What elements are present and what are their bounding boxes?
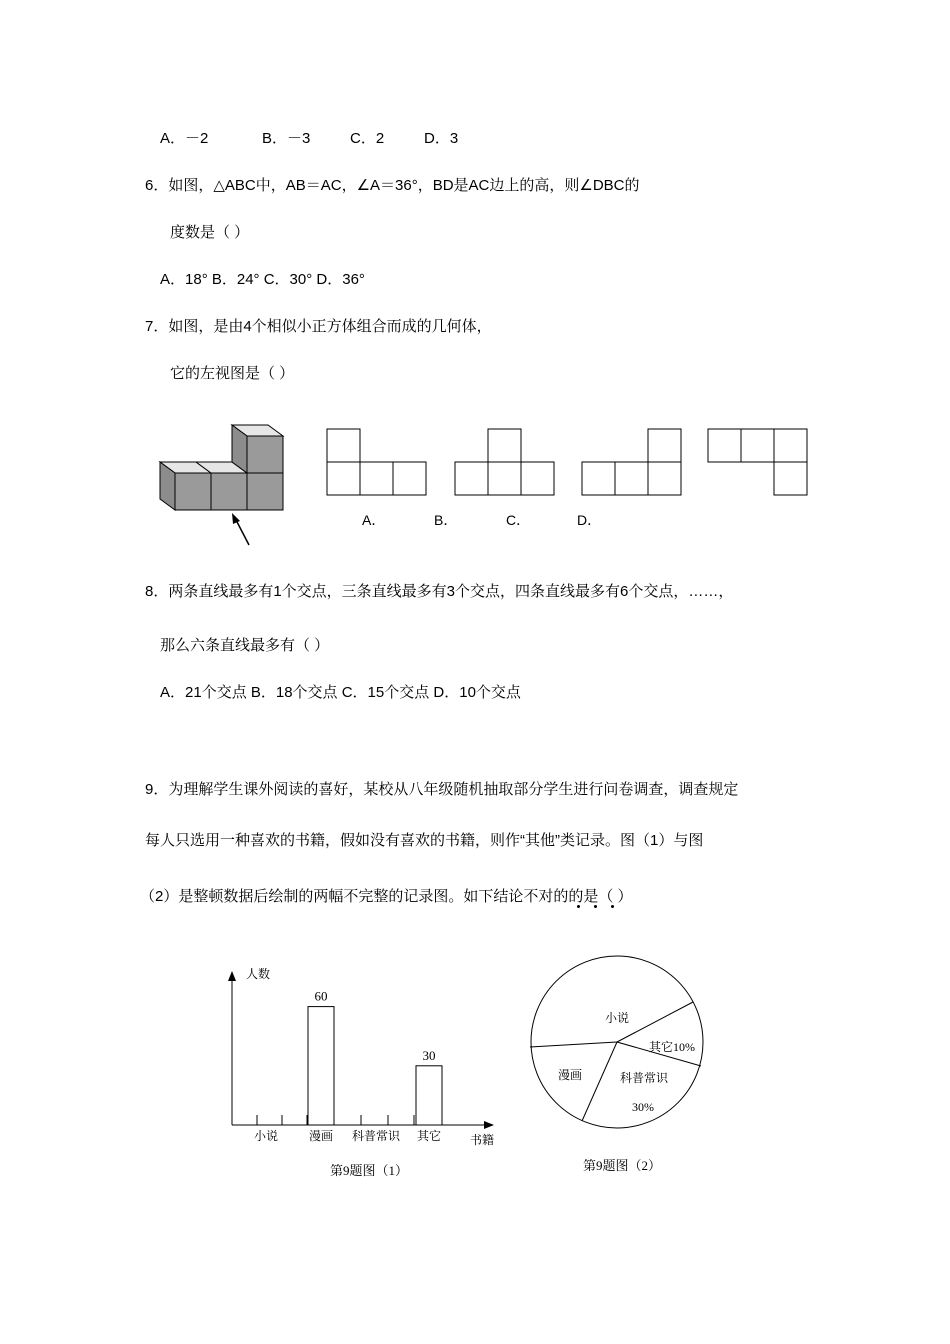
emphasis-dot [611, 905, 614, 908]
q7-solid-figure [160, 425, 283, 510]
bar-value-label: 30 [422, 1047, 436, 1063]
x-tick-label: 漫画 [308, 1129, 334, 1143]
bar-chart-caption: 第9题图（1） [330, 1163, 409, 1178]
x-tick-label: 其它 [416, 1129, 442, 1143]
q7-option-b-figure [455, 429, 554, 495]
q5-option-b: B．－3 [262, 130, 311, 147]
q7-label-c: C． [506, 512, 531, 528]
x-tick-label: 科普常识 [351, 1129, 401, 1143]
q8-options: A．21个交点 B．18个交点 C．15个交点 D．10个交点 [160, 684, 521, 701]
q7-label-b: B． [434, 512, 458, 528]
q7-option-c-figure [582, 429, 681, 495]
q6-options: A．18° B．24° C．30° D．36° [160, 271, 365, 288]
pie-label-kepu: 科普常识 [620, 1071, 669, 1085]
q9-stem-cont2: （2）是整顿数据后绘制的两幅不完整的记录图。如下结论不对的的是（ ） [140, 888, 633, 905]
y-axis-arrow [228, 971, 236, 981]
bar-value-label: 60 [314, 988, 328, 1004]
q6-stem: 6．如图，△ABC中，AB＝AC，∠A＝36°，BD是AC边上的高，则∠DBC的 [145, 177, 640, 194]
bar-1 [308, 1007, 334, 1125]
pie-label-manhua: 漫画 [558, 1068, 583, 1082]
q5-option-d: D．3 [424, 130, 459, 147]
q7-figures [0, 415, 950, 575]
bar-chart [220, 965, 520, 1165]
emphasis-dot [594, 905, 597, 908]
q7-stem-cont: 它的左视图是（ ） [170, 365, 295, 382]
q7-label-a: A． [362, 512, 386, 528]
pie-label-qita [649, 1039, 695, 1054]
q8-stem-cont: 那么六条直线最多有（ ） [160, 637, 330, 654]
pie-label-xiaoshuo: 小说 [605, 1011, 630, 1025]
pie-chart-caption: 第9题图（2） [583, 1158, 662, 1173]
pie-label-kepu-percent: 30% [632, 1100, 654, 1114]
y-axis-label: 人数 [246, 967, 271, 981]
pie-divider [582, 1042, 617, 1121]
q7-view-arrow [232, 513, 249, 545]
q7-option-d-figure [708, 429, 807, 495]
q8-stem: 8．两条直线最多有1个交点，三条直线最多有3个交点，四条直线最多有6个交点，……， [145, 583, 734, 600]
q7-option-a-figure [327, 429, 426, 495]
q6-stem-cont: 度数是（ ） [170, 224, 250, 241]
q5-option-c: C．2 [350, 130, 385, 147]
pie-label-qita-percent: 10% [673, 1040, 696, 1054]
pie-label-qita-name: 其它 [649, 1040, 674, 1054]
pie-chart [525, 950, 725, 1150]
pie-divider [530, 1042, 617, 1047]
bar-3 [416, 1066, 442, 1125]
x-axis-arrow [484, 1121, 494, 1129]
q7-label-d: D． [577, 512, 602, 528]
q7-stem: 7．如图，是由4个相似小正方体组合而成的几何体， [145, 318, 492, 335]
emphasis-dot [577, 905, 580, 908]
x-axis-label: 书籍 [470, 1133, 495, 1147]
q9-stem: 9．为理解学生课外阅读的喜好，某校从八年级随机抽取部分学生进行问卷调查，调查规定 [145, 781, 739, 798]
x-tick-label: 小说 [253, 1129, 279, 1143]
q9-stem-cont: 每人只选用一种喜欢的书籍，假如没有喜欢的书籍，则作“其他”类记录。图（1）与图 [145, 832, 704, 849]
q5-option-a: A．－2 [160, 130, 209, 147]
